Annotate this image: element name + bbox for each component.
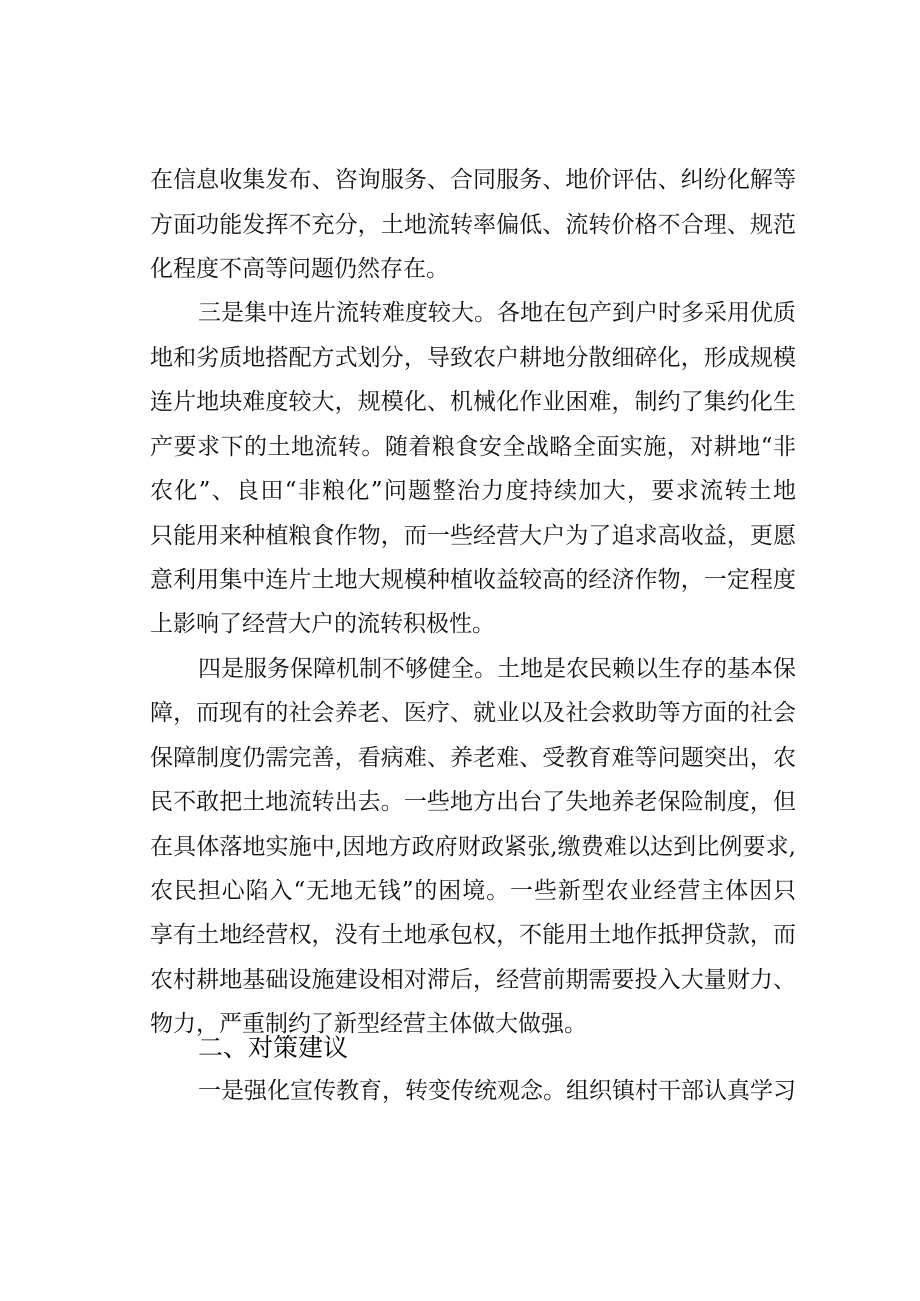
- text-line: 地和劣质地搭配方式划分，导致农户耕地分散细碎化，形成规模: [150, 345, 796, 371]
- text-line: 方面功能发挥不充分，土地流转率偏低、流转价格不合理、规范: [150, 212, 796, 238]
- text-line: 保障制度仍需完善，看病难、养老难、受教育难等问题突出，农: [150, 745, 796, 771]
- text-line: 农民担心陷入“无地无钱”的困境。一些新型农业经营主体因只: [150, 878, 796, 904]
- text-line: 民不敢把土地流转出去。一些地方出台了失地养老保险制度，但: [150, 789, 796, 815]
- text-line: 一是强化宣传教育，转变传统观念。组织镇村干部认真学习: [198, 1078, 796, 1104]
- text-line: 产要求下的土地流转。随着粮食安全战略全面实施，对耕地“非: [150, 434, 796, 460]
- text-line: 四是服务保障机制不够健全。土地是农民赖以生存的基本保: [198, 656, 796, 682]
- text-line: 物力，严重制约了新型经营主体做大做强。: [150, 1011, 587, 1037]
- section-heading: 二、对策建议: [198, 1033, 349, 1062]
- text-line: 在信息收集发布、咨询服务、合同服务、地价评估、纠纷化解等: [150, 167, 796, 193]
- text-line: 在具体落地实施中,因地方政府财政紧张,缴费难以达到比例要求,: [150, 834, 796, 860]
- text-line: 连片地块难度较大，规模化、机械化作业困难，制约了集约化生: [150, 389, 796, 415]
- text-line: 上影响了经营大户的流转积极性。: [150, 611, 495, 637]
- text-line: 三是集中连片流转难度较大。各地在包产到户时多采用优质: [198, 300, 796, 326]
- text-line: 只能用来种植粮食作物，而一些经营大户为了追求高收益，更愿: [150, 523, 796, 549]
- text-line: 意利用集中连片土地大规模种植收益较高的经济作物，一定程度: [150, 567, 796, 593]
- text-line: 农化”、良田“非粮化”问题整治力度持续加大，要求流转土地: [150, 478, 796, 504]
- text-line: 享有土地经营权，没有土地承包权，不能用土地作抵押贷款，而: [150, 922, 796, 948]
- text-line: 化程度不高等问题仍然存在。: [150, 256, 449, 282]
- text-line: 障，而现有的社会养老、医疗、就业以及社会救助等方面的社会: [150, 700, 796, 726]
- text-line: 农村耕地基础设施建设相对滞后，经营前期需要投入大量财力、: [150, 967, 796, 993]
